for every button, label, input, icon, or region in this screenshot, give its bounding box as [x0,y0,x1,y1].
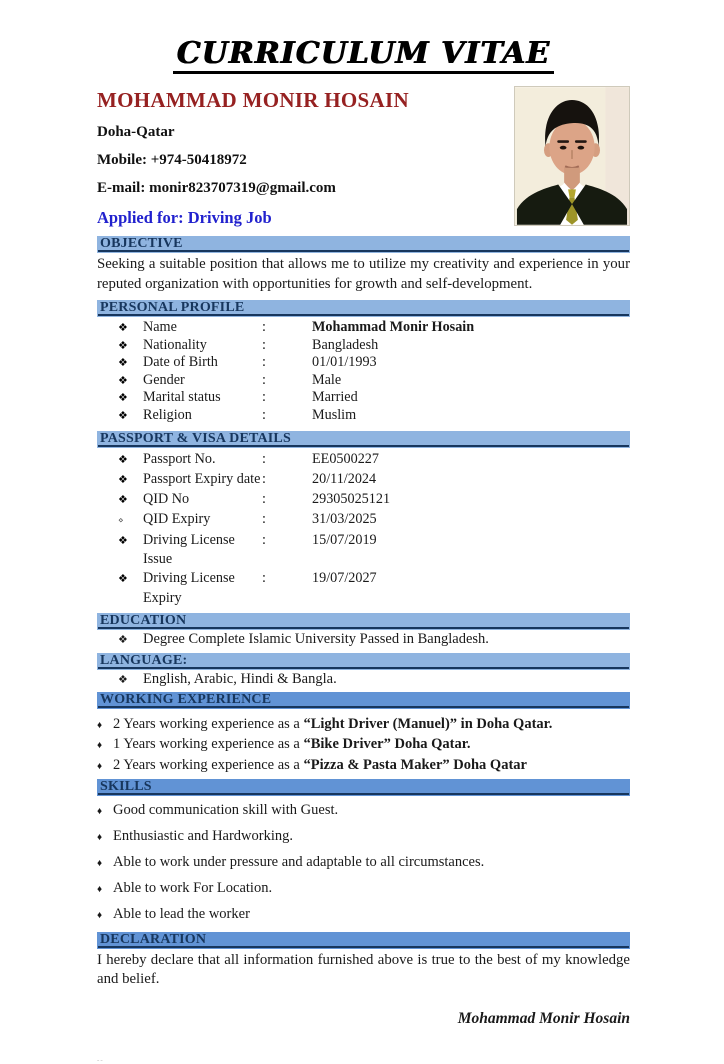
row-value: 15/07/2019 [312,531,377,548]
diamond-bullet-icon: ❖ [118,494,128,507]
page-footer-mark: -- [97,1055,104,1064]
declaration-text: I hereby declare that all information furnished above is true to the best of my knowledge and belief. [97,951,630,988]
title-wrap [97,38,630,74]
diamond-bullet-icon: ❖ [118,673,128,686]
skill-item [97,880,630,901]
diamond-bullet-icon: ♦ [97,760,103,772]
section-heading-personal-profile: PERSONAL PROFILE [97,300,630,317]
diamond-bullet-icon: ❖ [118,357,128,370]
skill-text: Good communication skill with Guest. [113,801,339,818]
passport-rows [97,448,630,610]
row-value: Male [312,371,342,388]
mobile-line: Mobile: +974-50418972 [97,152,247,168]
profile-row [97,389,630,407]
experience-item [97,756,630,776]
passport-row [97,490,630,510]
section-heading-skills: SKILLS [97,779,630,796]
section-heading-declaration: DECLARATION [97,932,630,949]
experience-bold: “Light Driver (Manuel)” in Doha Qatar. [303,715,553,732]
row-value: Muslim [312,406,357,423]
email-line: E-mail: monir823707319@gmail.com [97,180,336,196]
skill-text: Able to work under pressure and adaptable to all circumstances. [113,853,485,870]
row-label: Driving License Issue [143,531,235,568]
profile-row [97,354,630,372]
diamond-bullet-icon: ❖ [118,322,128,334]
experience-item [97,715,630,735]
passport-row [97,450,630,470]
row-value: 29305025121 [312,491,391,508]
row-colon: : [262,450,266,467]
row-colon: : [262,319,266,335]
diamond-bullet-icon: ❖ [118,473,128,486]
diamond-bullet-icon: ❖ [118,453,128,466]
diamond-bullet-icon: ⋄ [118,515,124,526]
row-value: Mohammad Monir Hosain [312,319,475,335]
experience-bold: “Pizza & Pasta Maker” Doha Qatar [303,756,527,773]
section-heading-working-experience: WORKING EXPERIENCE [97,692,630,709]
row-label: Nationality [143,336,207,353]
page-title: CURRICULUM VITAE [173,38,554,74]
row-colon: : [262,336,266,353]
personal-profile-rows [97,317,630,427]
diamond-bullet-icon: ❖ [118,633,128,646]
row-colon: : [262,354,266,371]
diamond-bullet-icon: ♦ [97,857,103,869]
passport-row [97,510,630,530]
passport-row [97,470,630,490]
row-label: QID Expiry [143,511,211,528]
education-item [97,631,630,649]
row-label: Date of Birth [143,354,218,371]
profile-row [97,407,630,425]
language-list [97,670,630,690]
applicant-name: MOHAMMAD MONIR HOSAIN [97,88,409,112]
row-colon: : [262,491,266,508]
section-heading-education: EDUCATION [97,613,630,630]
diamond-bullet-icon: ♦ [97,805,103,817]
experience-text: 1 Years working experience as a “Bike Driver” Doha Qatar. [113,736,471,753]
row-label: Religion [143,406,192,423]
row-label: Name [143,319,177,335]
location-line: Doha-Qatar [97,124,175,140]
skill-item [97,854,630,875]
row-colon: : [262,531,266,548]
diamond-bullet-icon: ❖ [118,339,128,352]
diamond-bullet-icon: ♦ [97,740,103,752]
diamond-bullet-icon: ♦ [97,719,103,731]
skill-text: Able to work For Location. [113,879,273,896]
row-label: QID No [143,491,190,508]
row-colon: : [262,470,266,487]
skill-text: Enthusiastic and Hardworking. [113,827,294,844]
diamond-bullet-icon: ♦ [97,909,103,921]
profile-row [97,319,630,337]
applied-for-line: Applied for: Driving Job [97,208,272,227]
row-label: Marital status [143,389,221,406]
row-value: Bangladesh [312,336,379,353]
row-label: Passport Expiry date [143,470,261,487]
row-value: Married [312,389,358,406]
education-list [97,630,630,650]
language-text: English, Arabic, Hindi & Bangla. [143,670,337,687]
diamond-bullet-icon: ♦ [97,883,103,895]
row-label: Passport No. [143,450,216,467]
objective-text: Seeking a suitable position that allows me to utilize my creativity and experience in your reputed organization with opportunities for growth and self-development. [97,256,630,292]
row-value: 31/03/2025 [312,511,377,528]
row-value: EE0500227 [312,450,379,467]
identity-block [97,86,514,228]
experience-item [97,735,630,755]
row-value: 19/07/2027 [312,570,377,587]
row-colon: : [262,371,266,388]
row-colon: : [262,511,266,528]
row-value: 20/11/2024 [312,470,377,487]
row-label: Driving License Expiry [143,570,235,606]
skill-item [97,802,630,823]
skills-list [97,796,630,927]
header [97,86,630,228]
experience-text: 2 Years working experience as a “Light Driver (Manuel)” in Doha Qatar. [113,715,553,732]
row-colon: : [262,406,266,423]
row-value: 01/01/1993 [312,354,377,371]
passport-row [97,531,630,570]
diamond-bullet-icon: ❖ [118,392,128,405]
language-item [97,671,630,689]
skill-item [97,906,630,927]
applicant-photo [514,86,630,226]
profile-row [97,337,630,355]
section-heading-language: LANGUAGE: [97,653,630,670]
profile-row [97,372,630,390]
row-colon: : [262,389,266,406]
section-heading-passport: PASSPORT & VISA DETAILS [97,431,630,448]
diamond-bullet-icon: ❖ [118,534,128,547]
education-text: Degree Complete Islamic University Passed in Bangladesh. [143,630,489,647]
section-heading-objective: OBJECTIVE [97,236,630,253]
diamond-bullet-icon: ❖ [118,409,128,422]
row-colon: : [262,570,266,587]
row-label: Gender [143,371,185,388]
skill-text: Able to lead the worker [113,905,250,922]
diamond-bullet-icon: ❖ [118,573,128,586]
passport-row [97,569,630,608]
diamond-bullet-icon: ♦ [97,831,103,843]
experience-bold: “Bike Driver” Doha Qatar. [303,736,471,753]
experience-text: 2 Years working experience as a “Pizza & Pasta Maker” Doha Qatar [113,756,527,773]
diamond-bullet-icon: ❖ [118,374,128,387]
experience-list [97,709,630,776]
skill-item [97,828,630,849]
signature-name: Mohammad Monir Hosain [457,1009,630,1027]
